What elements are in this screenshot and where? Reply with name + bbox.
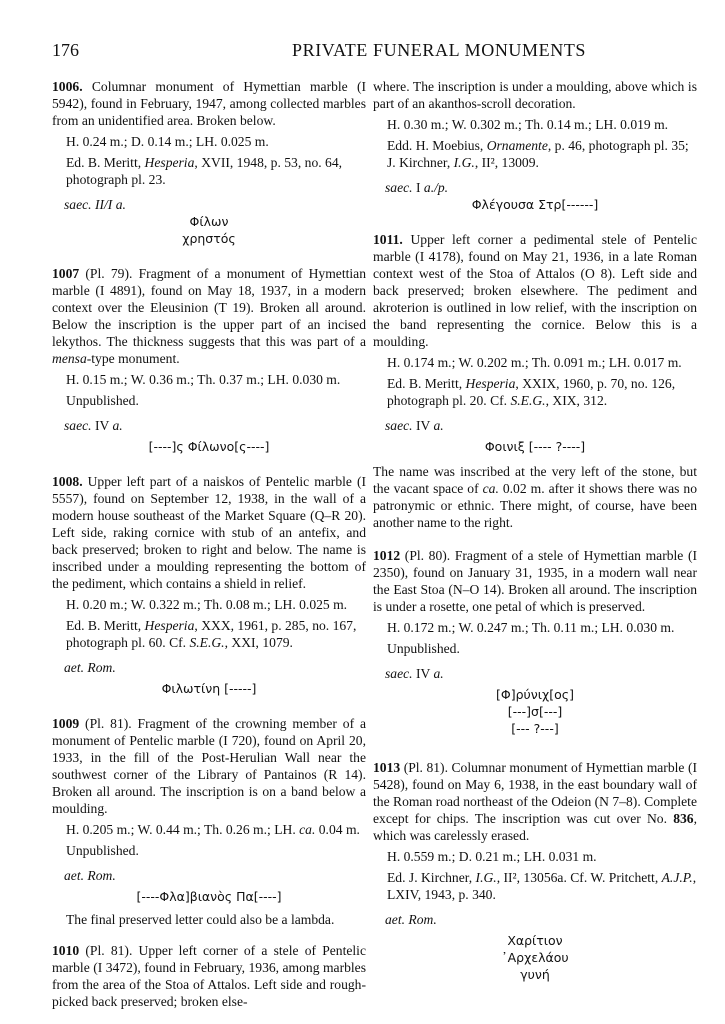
dims-text: H. 0.205 m.; W. 0.44 m.; Th. 0.26 m.; LH. bbox=[66, 822, 300, 837]
entry-description bbox=[52, 78, 366, 129]
inscription-line: ᾿Αρχελάου bbox=[501, 950, 569, 965]
entry-1008 bbox=[52, 473, 366, 697]
description-text: (Pl. 81). Fragment of the crowning member of a monument of Pentelic marble (I 720), found on April 20, 1933, in the fill of the Post-Herulian Wall near the southwest corner of the Library of Pantainos (R 14). Broken all around. The inscription is on a band below a moulding. bbox=[52, 716, 366, 816]
inscription-line: Φίλων bbox=[189, 214, 229, 229]
description-text: Upper left corner a pedimental stele of Pentelic marble (I 4178), found on May 21, 1936, in a late Roman context west of the Stoa of Attalos (O 8). Left side and back preserved; broken elsewhere. The pediment and akroterion is outlined in low relief, with the inscription on the band representing the cornice. Below this is a moulding. bbox=[373, 232, 697, 349]
journal-title: I.G. bbox=[475, 870, 497, 885]
bibliography bbox=[373, 869, 697, 903]
journal-title: Hesperia bbox=[465, 376, 516, 391]
entry-1007 bbox=[52, 265, 366, 455]
description-text: Columnar monument of Hymettian marble (I 5942), found in February, 1947, among collected marbles from an unidentified area. Broken below. bbox=[52, 79, 366, 128]
cross-reference: 836 bbox=[673, 811, 694, 826]
date-part: saec. bbox=[385, 666, 413, 681]
entry-description bbox=[52, 942, 366, 1010]
dimensions: H. 0.172 m.; W. 0.247 m.; Th. 0.11 m.; LH. 0.030 m. bbox=[387, 620, 675, 635]
entry-description bbox=[373, 231, 697, 350]
entry-number: 1012 bbox=[373, 548, 401, 563]
bib-text: , LXIV, 1943, p. 340. bbox=[387, 870, 697, 902]
bib-text: Ed. B. Meritt, bbox=[66, 155, 145, 170]
inscription-line: [---]σ[---] bbox=[507, 704, 563, 719]
date-part: saec. bbox=[385, 180, 413, 195]
dimensions: H. 0.24 m.; D. 0.14 m.; LH. 0.025 m. bbox=[66, 134, 269, 149]
entry-description bbox=[52, 265, 366, 367]
entry-description bbox=[373, 547, 697, 615]
note: The final preserved letter could also be a lambda. bbox=[66, 912, 335, 927]
bib-text: , XXIX, 1960, p. 70, no. 126, photograph pl. 20. Cf. bbox=[387, 376, 676, 408]
journal-title: S.E.G. bbox=[510, 393, 546, 408]
note-italic: ca. bbox=[482, 481, 499, 496]
bibliography bbox=[52, 154, 366, 188]
bib-text: , XVII, 1948, p. 53, no. 64, photograph pl. 23. bbox=[66, 155, 343, 187]
date-line bbox=[373, 417, 697, 434]
journal-title: A.J.P. bbox=[661, 870, 693, 885]
entry-1012 bbox=[373, 547, 697, 737]
description-text: Upper left part of a naiskos of Pentelic marble (I 5557), found on September 12, 1938, in the wall of a modern house southeast of the Market Square (Q–R 20). Left side, raking cornice with stub of an antefix, and back preserved; broken to right and below. The name is inscribed under a moulding representing the bottom of the pediment, which contains a shield in relief. bbox=[52, 474, 366, 591]
date-part: IV bbox=[91, 418, 113, 433]
description-text: (Pl. 81). Upper left corner of a stele of Pentelic marble (I 3472), found in February, 1936, among marbles from the area of the Stoa of Attalos. Left side and rough-picked back preserved; broken else- bbox=[52, 943, 366, 1009]
entry-description bbox=[373, 759, 697, 844]
entry-1010 bbox=[52, 942, 366, 1010]
date-part: saec. bbox=[64, 418, 92, 433]
right-column bbox=[373, 78, 697, 991]
date-line: aet. Rom. bbox=[64, 868, 116, 883]
journal-title: Ornamente bbox=[486, 138, 548, 153]
date-part: IV bbox=[412, 418, 434, 433]
journal-title: Hesperia bbox=[144, 155, 195, 170]
date-part: IV bbox=[412, 666, 434, 681]
inscription-line: Φιλωτίνη [-----] bbox=[161, 681, 257, 696]
journal-title: I.G. bbox=[453, 155, 475, 170]
entry-number: 1011. bbox=[373, 232, 403, 247]
bibliography bbox=[373, 137, 697, 171]
dimensions: H. 0.174 m.; W. 0.202 m.; Th. 0.091 m.; LH. 0.017 m. bbox=[387, 355, 682, 370]
entry-number: 1009 bbox=[52, 716, 80, 731]
entry-description bbox=[52, 473, 366, 592]
date-part: a./p. bbox=[423, 180, 449, 195]
inscription-line: χρηστός bbox=[182, 231, 236, 246]
bib-text: , XXI, 1079. bbox=[224, 635, 293, 650]
dimensions: H. 0.559 m.; D. 0.21 m.; LH. 0.031 m. bbox=[387, 849, 597, 864]
entry-number: 1006. bbox=[52, 79, 83, 94]
entry-number: 1013 bbox=[373, 760, 401, 775]
entry-number: 1010 bbox=[52, 943, 80, 958]
bib-text: Ed. B. Meritt, bbox=[66, 618, 145, 633]
inscription-line: [--- ?---] bbox=[511, 721, 559, 736]
bib-text: , XIX, 312. bbox=[545, 393, 608, 408]
date-part: a. bbox=[433, 666, 444, 681]
publication-status: Unpublished. bbox=[66, 393, 139, 408]
inscription-line: Χαρίτιον bbox=[507, 933, 563, 948]
date-part: saec. bbox=[385, 418, 413, 433]
inscription-line: [Φ]ρύνιχ[ος] bbox=[496, 687, 574, 702]
dims-text: 0.04 m. bbox=[315, 822, 360, 837]
bibliography bbox=[52, 617, 366, 651]
inscription-line: [----]ς Φίλωνο[ς----] bbox=[148, 439, 270, 454]
bib-text: Ed. J. Kirchner, bbox=[387, 870, 476, 885]
entry-description: where. The inscription is under a moulding, above which is part of an akanthos-scroll decoration. bbox=[373, 79, 697, 111]
inscription-line: γυνή bbox=[520, 967, 550, 982]
date-line bbox=[373, 665, 697, 682]
date-line: aet. Rom. bbox=[385, 912, 437, 927]
entry-number: 1008. bbox=[52, 474, 83, 489]
entry-1010-continued bbox=[373, 78, 697, 213]
dims-italic: ca. bbox=[299, 822, 316, 837]
entry-1013 bbox=[373, 759, 697, 983]
left-column bbox=[52, 78, 366, 1018]
bib-text: , II², 13009. bbox=[474, 155, 539, 170]
description-italic: mensa bbox=[52, 351, 87, 366]
bibliography bbox=[373, 375, 697, 409]
description-text: (Pl. 81). Columnar monument of Hymettian marble (I 5428), found on May 6, 1938, in the east boundary wall of the Roman road northeast of the Odeion (N 7–8). Complete except for chips. The inscription was cut over No. bbox=[373, 760, 697, 826]
journal-title: S.E.G. bbox=[189, 635, 225, 650]
entry-number: 1007 bbox=[52, 266, 80, 281]
bib-text: Ed. B. Meritt, bbox=[387, 376, 466, 391]
bib-text: , II², 13056a. Cf. W. Pritchett, bbox=[496, 870, 662, 885]
dimensions: H. 0.30 m.; W. 0.302 m.; Th. 0.14 m.; LH. 0.019 m. bbox=[387, 117, 669, 132]
running-title: PRIVATE FUNERAL MONUMENTS bbox=[292, 40, 587, 60]
date-part: a. bbox=[433, 418, 444, 433]
date-line bbox=[373, 179, 697, 196]
inscription-line: Φλέγουσα Στρ[------] bbox=[471, 197, 599, 212]
description-text: (Pl. 80). Fragment of a stele of Hymettian marble (I 2350), found on January 31, 1935, in a modern wall near the East Stoa (N–O 14). Broken all around. The inscription is under a rosette, one petal of which is preserved. bbox=[373, 548, 697, 614]
entry-1011 bbox=[373, 231, 697, 531]
dimensions: H. 0.20 m.; W. 0.322 m.; Th. 0.08 m.; LH. 0.025 m. bbox=[66, 597, 348, 612]
dimensions: H. 0.15 m.; W. 0.36 m.; Th. 0.37 m.; LH. 0.030 m. bbox=[66, 372, 341, 387]
date-line bbox=[52, 417, 366, 434]
description-text: , which was carelessly erased. bbox=[373, 811, 697, 843]
note-text: The name was inscribed at the very left of the stone, but the vacant space of bbox=[373, 464, 697, 496]
inscription-line: Φοινιξ [---- ?----] bbox=[484, 439, 586, 454]
date-line: saec. II/I a. bbox=[64, 197, 126, 212]
description-text: -type monument. bbox=[86, 351, 180, 366]
date-part: a. bbox=[112, 418, 123, 433]
page-header bbox=[52, 40, 702, 66]
description-text: (Pl. 79). Fragment of a monument of Hymettian marble (I 4891), found on May 18, 1937, in a modern context over the Eleusinion (T 19). Broken all around. Below the inscription is the upper part of an incised lekythos. The thickness suggests that this was part of a bbox=[52, 266, 366, 349]
journal-title: Hesperia bbox=[144, 618, 195, 633]
bib-text: , p. 46, photograph pl. 35; J. Kirchner, bbox=[387, 138, 689, 170]
bib-text: Edd. H. Moebius, bbox=[387, 138, 487, 153]
page-number: 176 bbox=[52, 40, 79, 60]
note-text: 0.02 m. after it shows there was no patronymic or ethnic. There might, of course, have been another name to the right. bbox=[373, 481, 698, 530]
date-part: I bbox=[412, 180, 424, 195]
entry-1006 bbox=[52, 78, 366, 247]
publication-status: Unpublished. bbox=[387, 641, 460, 656]
date-line: aet. Rom. bbox=[64, 660, 116, 675]
note bbox=[373, 463, 697, 531]
inscription-line: [----Φλα]βιανὸς Πα[----] bbox=[136, 889, 282, 904]
dimensions bbox=[52, 821, 366, 838]
entry-description bbox=[52, 715, 366, 817]
entry-1009 bbox=[52, 715, 366, 928]
bib-text: , XXX, 1961, p. 285, no. 167, photograph pl. 60. Cf. bbox=[66, 618, 357, 650]
publication-status: Unpublished. bbox=[66, 843, 139, 858]
